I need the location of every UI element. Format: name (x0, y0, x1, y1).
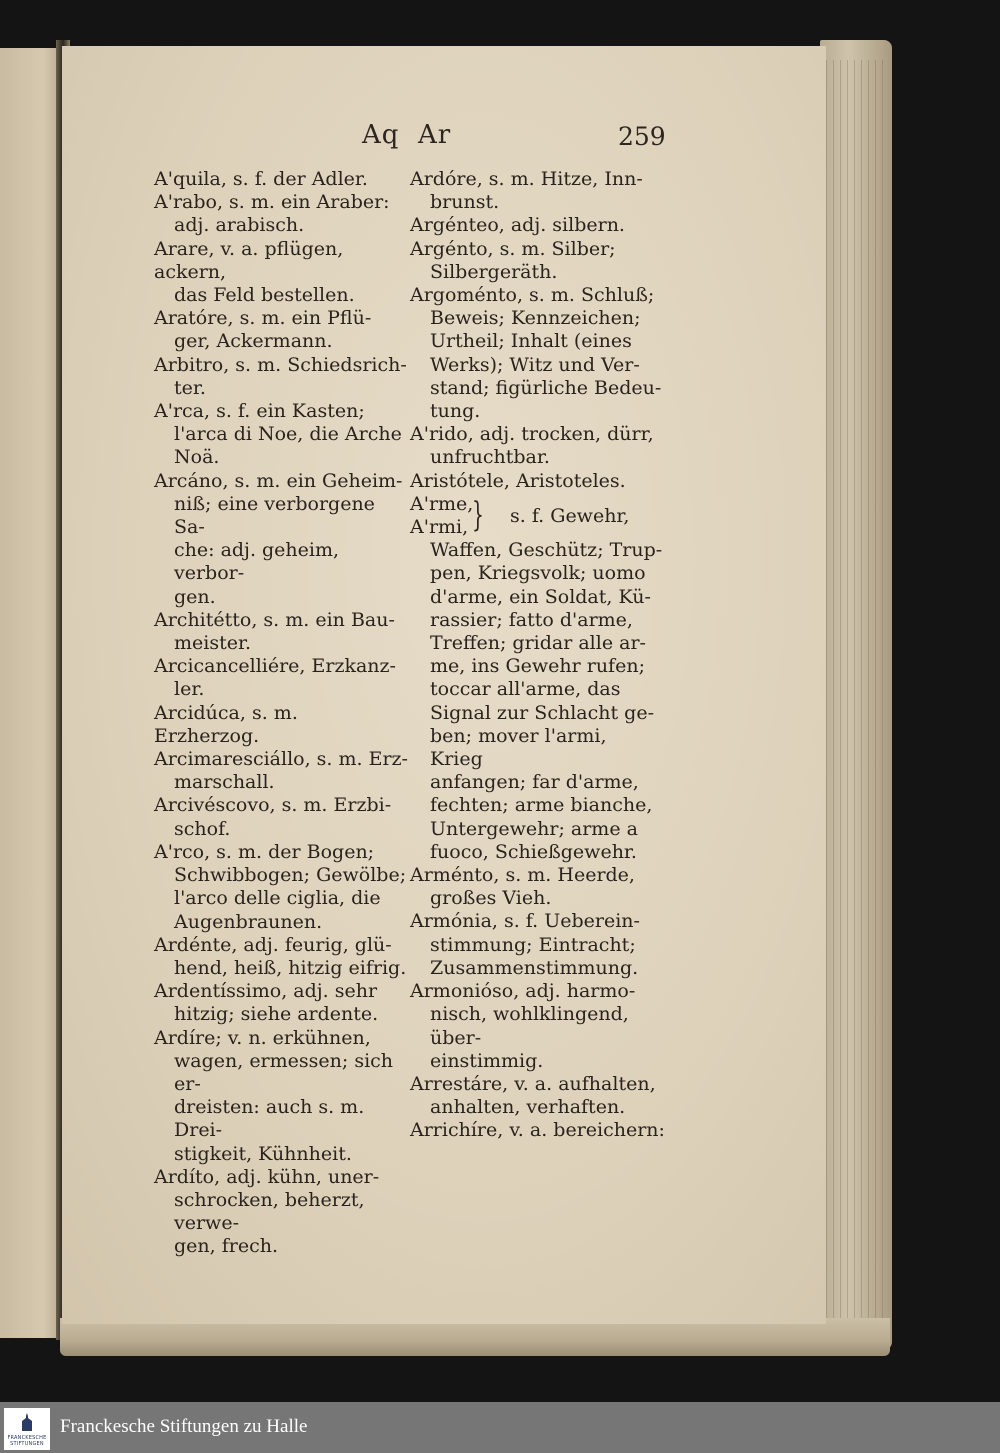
text-line: Arcidúca, s. m. Erzherzog. (154, 701, 298, 747)
text-line: anfangen; far d'arme, (430, 771, 639, 794)
text-line: meister. (174, 632, 252, 655)
text-line: Schwibbogen; Gewölbe; (174, 864, 407, 887)
left-page-edge (0, 48, 62, 1338)
text-line: Arcimaresciállo, s. m. Erz- (154, 748, 408, 771)
right-column-top (410, 168, 665, 493)
right-column (410, 168, 665, 1143)
text-line: Signal zur Schlacht ge- (430, 701, 654, 724)
text-line: niß; eine verborgene Sa- (174, 492, 375, 539)
page-number: 259 (618, 122, 666, 151)
logo-text-line-1: FRANCKESCHE (7, 1435, 47, 1441)
logo-text-line-2: STIFTUNGEN (10, 1441, 44, 1447)
text-line: l'arco delle ciglia, die (174, 887, 381, 910)
text-line: ter. (174, 376, 206, 399)
text-line: ben; mover l'armi, Krieg (430, 724, 607, 771)
text-line: toccar all'arme, das (430, 678, 621, 701)
text-line: Ardíre; v. n. erkühnen, (154, 1026, 371, 1049)
text-line: Waffen, Geschütz; Trup- (430, 539, 663, 562)
text-line: l'arca di Noe, die Arche (174, 423, 402, 446)
running-head (0, 120, 1000, 160)
orphanage-building-icon (21, 1413, 33, 1431)
text-line: Untergewehr; arme a (430, 817, 638, 840)
left-column (154, 168, 408, 1259)
text-line: gen, frech. (174, 1235, 278, 1258)
text-line: hitzig; siehe ardente. (174, 1003, 379, 1026)
text-line: Arcáno, s. m. ein Geheim- (154, 469, 403, 492)
footer-caption: Franckesche Stiftungen zu Halle (60, 1416, 308, 1437)
text-line: A'quila, s. f. der Adler. (154, 168, 368, 190)
text-line: Treffen; gridar alle ar- (430, 632, 646, 655)
text-line: Arrichíre, v. a. bereichern: (410, 1119, 665, 1142)
text-line: ger, Ackermann. (174, 330, 333, 353)
text-line: schof. (174, 817, 231, 840)
text-line: me, ins Gewehr rufen; (430, 655, 645, 678)
text-line: das Feld bestellen. (174, 284, 355, 307)
text-line: wagen, ermessen; sich er- (174, 1049, 394, 1095)
brace-grammar: s. f. Gewehr, (510, 504, 630, 527)
text-line: gen. (174, 585, 216, 608)
text-line: einstimmig. (430, 1049, 544, 1072)
brace-word-1: A'rme, (410, 492, 474, 515)
text-line: Urtheil; Inhalt (eines (430, 330, 632, 353)
text-line: stimmung; Eintracht; (430, 933, 636, 956)
text-line: Arrestáre, v. a. aufhalten, (410, 1072, 656, 1095)
institution-logo (4, 1408, 50, 1450)
brace-glyph: } (472, 494, 484, 535)
brace-entry (410, 493, 665, 539)
text-line: Argénto, s. m. Silber; (410, 237, 616, 260)
text-line: Ardénte, adj. feurig, glü- (154, 933, 392, 956)
right-column-bottom (410, 539, 665, 1142)
text-line: stand; figürliche Bedeu- (430, 376, 662, 399)
text-line: che: adj. geheim, verbor- (174, 539, 340, 585)
text-line: Argénteo, adj. silbern. (410, 214, 625, 237)
page-stack-lines (826, 60, 886, 1330)
text-line: Beweis; Kennzeichen; (430, 307, 641, 330)
text-line: pen, Kriegsvolk; uomo (430, 562, 646, 585)
text-line: fuoco, Schießgewehr. (430, 840, 637, 863)
text-line: Arcicancelliére, Erzkanz- (154, 655, 396, 678)
text-line: Silbergeräth. (430, 260, 558, 283)
text-line: Argoménto, s. m. Schluß; (410, 284, 655, 307)
text-line: Werks); Witz und Ver- (430, 353, 640, 376)
text-line: schrocken, beherzt, verwe- (174, 1188, 365, 1235)
brace-word-2: A'rmi, (410, 516, 469, 539)
text-line: brunst. (430, 191, 500, 214)
text-line: Arménto, s. m. Heerde, (410, 864, 635, 887)
text-line: Arbitro, s. m. Schiedsrich- (154, 353, 407, 376)
text-line: Ardíto, adj. kühn, uner- (154, 1165, 380, 1188)
text-line: unfruchtbar. (430, 446, 550, 469)
text-line: hend, heiß, hitzig eifrig. (174, 956, 407, 979)
text-line: Arcivéscovo, s. m. Erzbi- (154, 794, 392, 817)
text-line: tung. (430, 400, 481, 423)
text-line: adj. arabisch. (174, 214, 305, 237)
text-line: A'rabo, s. m. ein Araber: (154, 191, 390, 214)
logo-text (7, 1435, 47, 1447)
text-line: rassier; fatto d'arme, (430, 608, 633, 631)
footer-bar (0, 1402, 1000, 1453)
text-line: großes Vieh. (430, 887, 552, 910)
text-line: nisch, wohlklingend, über- (430, 1003, 629, 1049)
text-line: Arare, v. a. pflügen, ackern, (154, 237, 344, 283)
text-line: Ardóre, s. m. Hitze, Inn- (410, 168, 643, 190)
text-line: stigkeit, Kühnheit. (174, 1142, 352, 1165)
text-line: Architétto, s. m. ein Bau- (154, 608, 395, 631)
text-line: Augenbraunen. (174, 910, 323, 933)
text-line: Noä. (174, 446, 220, 469)
text-line: marschall. (174, 771, 275, 794)
text-line: Aratóre, s. m. ein Pflü- (154, 307, 372, 330)
text-line: Aristótele, Aristoteles. (410, 469, 626, 492)
text-line: anhalten, verhaften. (430, 1096, 626, 1119)
text-line: Armónia, s. f. Ueberein- (410, 910, 640, 933)
text-line: dreisten: auch s. m. Drei- (174, 1096, 365, 1142)
running-head-letters: Aq Ar (362, 120, 452, 150)
text-line: A'rco, s. m. der Bogen; (154, 840, 375, 863)
text-line: Ardentíssimo, adj. sehr (154, 980, 378, 1003)
text-line: d'arme, ein Soldat, Kü- (430, 585, 651, 608)
text-line: ler. (174, 678, 205, 701)
text-line: A'rido, adj. trocken, dürr, (410, 423, 654, 446)
text-line: A'rca, s. f. ein Kasten; (154, 400, 365, 423)
text-line: Zusammenstimmung. (430, 956, 639, 979)
text-line: fechten; arme bianche, (430, 794, 653, 817)
text-line: Armonióso, adj. harmo- (410, 980, 636, 1003)
